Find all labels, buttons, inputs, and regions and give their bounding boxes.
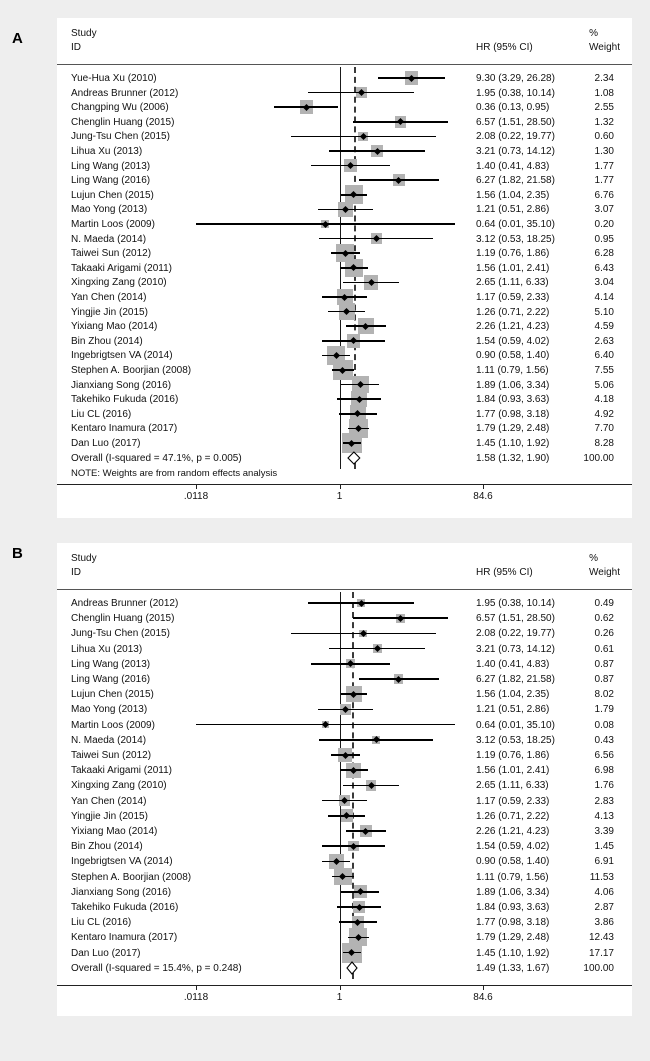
header-weight: Weight — [589, 42, 620, 53]
study-label: Yan Chen (2014) — [71, 795, 147, 807]
hr-value: 1.11 (0.79, 1.56) — [476, 871, 549, 883]
weight-value: 1.77 — [594, 160, 614, 172]
hr-value: 1.79 (1.29, 2.48) — [476, 932, 550, 944]
header-hr-ci: HR (95% CI) — [476, 567, 533, 578]
hr-value: 1.45 (1.10, 1.92) — [476, 438, 550, 449]
header-id: ID — [71, 567, 81, 578]
study-label: Xingxing Zang (2010) — [71, 780, 167, 792]
forest-panel-a — [57, 18, 632, 518]
study-label: Yan Chen (2014) — [71, 292, 147, 303]
weight-value: 0.20 — [594, 219, 614, 230]
hr-value: 2.65 (1.11, 6.33) — [476, 780, 549, 792]
hr-value: 1.77 (0.98, 3.18) — [476, 408, 550, 420]
weight-value: 0.43 — [594, 734, 614, 746]
study-label: Dan Luo (2017) — [71, 438, 141, 449]
weight-value: 4.92 — [594, 408, 614, 420]
hr-value: 1.40 (0.41, 4.83) — [476, 658, 550, 670]
study-label: Ingebrigtsen VA (2014) — [71, 856, 173, 868]
x-axis-tick-label: 84.6 — [473, 992, 493, 1003]
hr-value: 1.21 (0.51, 2.86) — [476, 704, 550, 716]
weight-value: 5.10 — [594, 306, 614, 318]
forest-panel-b — [57, 543, 632, 1016]
hr-value: 1.89 (1.06, 3.34) — [476, 379, 550, 391]
weight-value: 3.04 — [594, 277, 614, 289]
x-axis-tick — [196, 484, 197, 489]
hr-value: 1.79 (1.29, 2.48) — [476, 423, 550, 435]
header-id: ID — [71, 42, 81, 53]
study-label: Jung-Tsu Chen (2015) — [71, 628, 170, 640]
hr-value: 2.26 (1.21, 4.23) — [476, 826, 550, 837]
weight-value: 4.13 — [594, 810, 614, 822]
weight-value: 1.79 — [594, 704, 614, 716]
overall-hr-value: 1.49 (1.33, 1.67) — [476, 962, 550, 974]
study-label: N. Maeda (2014) — [71, 233, 147, 245]
study-label: Mao Yong (2013) — [71, 204, 148, 216]
header-study: Study — [71, 28, 97, 39]
hr-value: 1.56 (1.04, 2.35) — [476, 189, 550, 201]
header-divider — [57, 64, 632, 65]
study-label: Kentaro Inamura (2017) — [71, 423, 178, 435]
weight-value: 6.98 — [594, 765, 614, 777]
weight-value: 5.06 — [594, 379, 614, 391]
hr-value: 1.19 (0.76, 1.86) — [476, 248, 550, 260]
hr-value: 1.77 (0.98, 3.18) — [476, 917, 550, 929]
x-axis-line — [57, 985, 632, 986]
hr-value: 1.95 (0.38, 10.14) — [476, 598, 555, 609]
hr-value: 3.12 (0.53, 18.25) — [476, 734, 555, 746]
weight-value: 0.87 — [594, 674, 614, 685]
hr-value: 1.54 (0.59, 4.02) — [476, 841, 550, 853]
hr-value: 1.56 (1.04, 2.35) — [476, 689, 550, 701]
weight-value: 11.53 — [589, 871, 614, 883]
weight-value: 0.26 — [594, 628, 614, 640]
study-label: Ling Wang (2013) — [71, 160, 151, 172]
study-label: Kentaro Inamura (2017) — [71, 932, 178, 944]
study-label: Mao Yong (2013) — [71, 704, 148, 716]
weight-value: 0.62 — [594, 613, 614, 625]
study-label: Andreas Brunner (2012) — [71, 87, 179, 99]
hr-value: 1.45 (1.10, 1.92) — [476, 947, 550, 959]
study-label: Xingxing Zang (2010) — [71, 277, 167, 289]
study-label: Lujun Chen (2015) — [71, 689, 154, 701]
weight-value: 1.77 — [594, 175, 614, 187]
weight-value: 7.70 — [594, 423, 614, 435]
weight-value: 4.06 — [594, 886, 614, 898]
hr-value: 1.56 (1.01, 2.41) — [476, 262, 550, 274]
hr-value: 2.65 (1.11, 6.33) — [476, 277, 549, 289]
overall-label: Overall (I-squared = 47.1%, p = 0.005) — [71, 452, 242, 464]
study-label: Chenglin Huang (2015) — [71, 613, 175, 625]
study-label: Stephen A. Boorjian (2008) — [71, 365, 192, 376]
x-axis-tick — [196, 985, 197, 990]
study-label: Bin Zhou (2014) — [71, 841, 143, 853]
study-label: Ling Wang (2016) — [71, 175, 151, 187]
overall-weight-value: 100.00 — [583, 962, 614, 974]
study-label: Jianxiang Song (2016) — [71, 379, 172, 391]
study-label: Andreas Brunner (2012) — [71, 598, 179, 609]
weight-value: 4.59 — [594, 321, 614, 333]
overall-label: Overall (I-squared = 15.4%, p = 0.248) — [71, 962, 242, 974]
hr-value: 2.26 (1.21, 4.23) — [476, 321, 550, 333]
weight-value: 2.63 — [594, 335, 614, 347]
weight-value: 0.95 — [594, 233, 614, 245]
weight-value: 0.87 — [594, 658, 614, 670]
hr-value: 2.08 (0.22, 19.77) — [476, 628, 555, 640]
study-label: Takehiko Fukuda (2016) — [71, 902, 179, 913]
hr-value: 1.84 (0.93, 3.63) — [476, 394, 550, 406]
header-percent: % — [589, 28, 598, 39]
study-label: Dan Luo (2017) — [71, 947, 141, 959]
x-axis-tick — [340, 484, 341, 489]
weight-value: 0.08 — [594, 719, 614, 731]
study-label: Martin Loos (2009) — [71, 719, 155, 731]
hr-value: 3.21 (0.73, 14.12) — [476, 643, 555, 655]
hr-value: 1.26 (0.71, 2.22) — [476, 810, 550, 822]
overall-weight-value: 100.00 — [583, 452, 614, 464]
study-label: Ling Wang (2013) — [71, 658, 151, 670]
hr-value: 0.64 (0.01, 35.10) — [476, 219, 555, 230]
panel-label-a: A — [12, 30, 23, 47]
hr-value: 1.17 (0.59, 2.33) — [476, 292, 550, 303]
study-label: Chenglin Huang (2015) — [71, 116, 175, 128]
hr-value: 6.57 (1.51, 28.50) — [476, 116, 555, 128]
hr-value: 1.11 (0.79, 1.56) — [476, 365, 549, 376]
hr-value: 1.84 (0.93, 3.63) — [476, 902, 550, 913]
weight-value: 2.55 — [594, 102, 614, 114]
study-label: Stephen A. Boorjian (2008) — [71, 871, 192, 883]
x-axis-tick — [483, 484, 484, 489]
hr-value: 1.40 (0.41, 4.83) — [476, 160, 550, 172]
hr-value: 1.26 (0.71, 2.22) — [476, 306, 550, 318]
weight-value: 1.76 — [594, 780, 614, 792]
x-axis-tick — [483, 985, 484, 990]
hr-value: 1.21 (0.51, 2.86) — [476, 204, 550, 216]
study-label: Martin Loos (2009) — [71, 219, 155, 230]
weight-value: 6.91 — [594, 856, 614, 868]
weight-value: 8.28 — [594, 438, 614, 449]
weight-value: 2.87 — [594, 902, 614, 913]
weight-value: 6.28 — [594, 248, 614, 260]
x-axis-tick-label: 84.6 — [473, 491, 493, 502]
weight-value: 2.34 — [594, 73, 614, 84]
hr-value: 1.17 (0.59, 2.33) — [476, 795, 550, 807]
study-label: Liu CL (2016) — [71, 917, 132, 929]
study-label: Yue-Hua Xu (2010) — [71, 73, 157, 84]
hr-value: 3.12 (0.53, 18.25) — [476, 233, 555, 245]
weight-value: 2.83 — [594, 795, 614, 807]
x-axis-tick-label: 1 — [336, 992, 343, 1003]
weight-value: 6.40 — [594, 350, 614, 362]
study-label: Taiwei Sun (2012) — [71, 750, 152, 761]
study-label: Yingjie Jin (2015) — [71, 810, 148, 822]
hr-value: 1.19 (0.76, 1.86) — [476, 750, 550, 761]
study-label: Takaaki Arigami (2011) — [71, 262, 172, 274]
weight-value: 3.07 — [594, 204, 614, 216]
study-label: Ingebrigtsen VA (2014) — [71, 350, 173, 362]
study-label: N. Maeda (2014) — [71, 734, 147, 746]
study-label: Takehiko Fukuda (2016) — [71, 394, 179, 406]
hr-value: 6.57 (1.51, 28.50) — [476, 613, 555, 625]
weight-value: 12.43 — [588, 932, 614, 944]
hr-value: 1.56 (1.01, 2.41) — [476, 765, 550, 777]
study-label: Lujun Chen (2015) — [71, 189, 154, 201]
weight-value: 7.55 — [594, 365, 614, 376]
header-hr-ci: HR (95% CI) — [476, 42, 533, 53]
study-label: Jianxiang Song (2016) — [71, 886, 172, 898]
x-axis-tick — [340, 985, 341, 990]
weight-value: 6.76 — [594, 189, 614, 201]
study-label: Taiwei Sun (2012) — [71, 248, 152, 260]
overall-hr-value: 1.58 (1.32, 1.90) — [476, 452, 550, 464]
x-axis-tick-label: .0118 — [183, 491, 209, 502]
weight-value: 1.30 — [594, 146, 614, 157]
hr-value: 0.90 (0.58, 1.40) — [476, 350, 550, 362]
weight-value: 1.08 — [594, 87, 614, 99]
hr-value: 6.27 (1.82, 21.58) — [476, 175, 555, 187]
weight-value: 3.39 — [594, 826, 614, 837]
header-percent: % — [589, 553, 598, 564]
study-label: Jung-Tsu Chen (2015) — [71, 131, 170, 143]
hr-value: 2.08 (0.22, 19.77) — [476, 131, 555, 143]
header-divider — [57, 589, 632, 590]
study-label: Liu CL (2016) — [71, 408, 132, 420]
hr-value: 3.21 (0.73, 14.12) — [476, 146, 555, 157]
study-label: Bin Zhou (2014) — [71, 335, 143, 347]
header-weight: Weight — [589, 567, 620, 578]
weight-value: 3.86 — [594, 917, 614, 929]
hr-value: 9.30 (3.29, 26.28) — [476, 73, 555, 84]
hr-value: 1.95 (0.38, 10.14) — [476, 87, 555, 99]
x-axis-tick-label: 1 — [336, 491, 343, 502]
x-axis-line — [57, 484, 632, 485]
weight-value: 4.14 — [594, 292, 614, 303]
weight-value: 0.60 — [594, 131, 614, 143]
hr-value: 0.36 (0.13, 0.95) — [476, 102, 550, 114]
hr-value: 1.54 (0.59, 4.02) — [476, 335, 550, 347]
panel-label-b: B — [12, 545, 23, 562]
weight-value: 6.43 — [594, 262, 614, 274]
weight-value: 6.56 — [594, 750, 614, 761]
weight-value: 8.02 — [594, 689, 614, 701]
study-label: Yixiang Mao (2014) — [71, 826, 158, 837]
study-label: Lihua Xu (2013) — [71, 146, 143, 157]
hr-value: 6.27 (1.82, 21.58) — [476, 674, 555, 685]
x-axis-tick-label: .0118 — [183, 992, 209, 1003]
hr-value: 0.90 (0.58, 1.40) — [476, 856, 550, 868]
header-study: Study — [71, 553, 97, 564]
overall-diamond — [347, 451, 361, 465]
hr-value: 0.64 (0.01, 35.10) — [476, 719, 555, 731]
hr-value: 1.89 (1.06, 3.34) — [476, 886, 550, 898]
weight-value: 17.17 — [588, 947, 614, 959]
weight-value: 0.49 — [594, 598, 614, 609]
weight-value: 4.18 — [594, 394, 614, 406]
weight-value: 1.32 — [594, 116, 614, 128]
study-label: Ling Wang (2016) — [71, 674, 151, 685]
weight-value: 1.45 — [594, 841, 614, 853]
study-label: Yixiang Mao (2014) — [71, 321, 158, 333]
weights-note: NOTE: Weights are from random effects analysis — [71, 468, 278, 480]
study-label: Yingjie Jin (2015) — [71, 306, 148, 318]
overall-diamond — [346, 961, 358, 975]
study-label: Changping Wu (2006) — [71, 102, 169, 114]
study-label: Lihua Xu (2013) — [71, 643, 143, 655]
study-label: Takaaki Arigami (2011) — [71, 765, 172, 777]
weight-value: 0.61 — [594, 643, 614, 655]
